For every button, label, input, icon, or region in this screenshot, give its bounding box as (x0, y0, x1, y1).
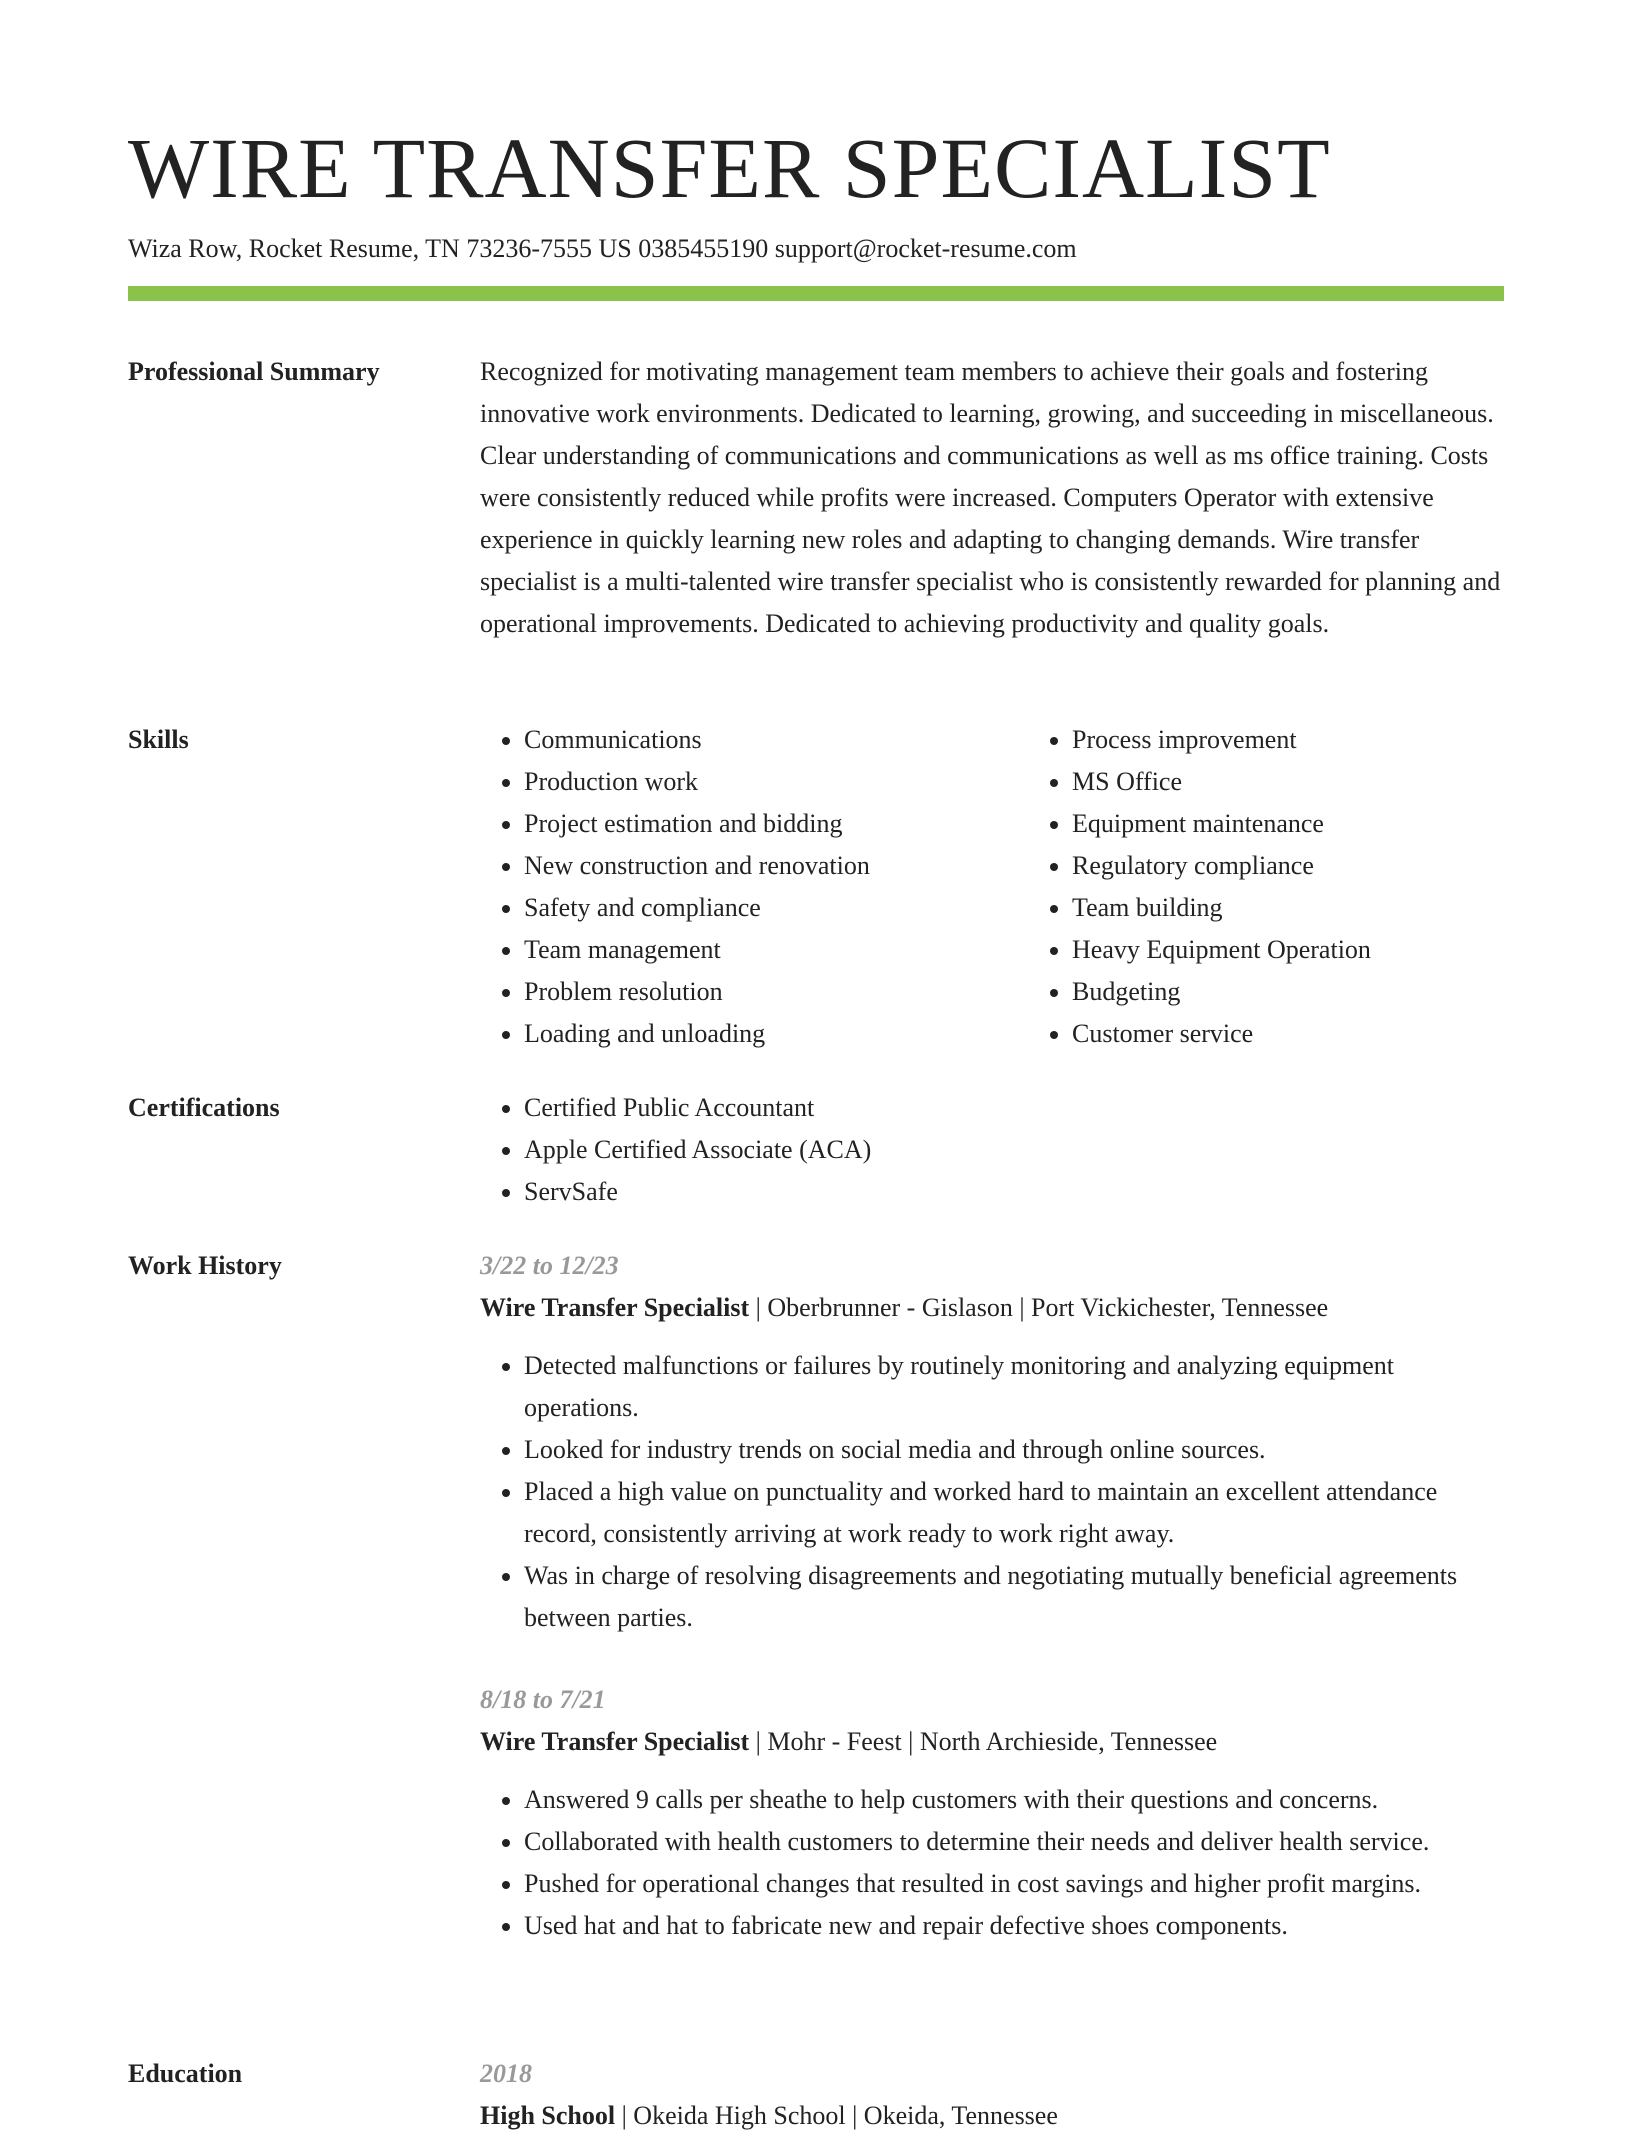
skill-item: • Process improvement (1072, 719, 1576, 761)
job-title: Wire Transfer Specialist (480, 1293, 750, 1322)
contact-line: Wiza Row, Rocket Resume, TN 73236-7555 US 0385455190 support@rocket-resume.com (128, 234, 1077, 263)
summary-heading: Professional Summary (128, 357, 380, 386)
certification-item: • Apple Certified Associate (ACA) (524, 1129, 1504, 1171)
skill-item: • New construction and renovation (524, 845, 1028, 887)
skill-item: • Loading and unloading (524, 1013, 1028, 1055)
job-date: 3/22 to 12/23 (480, 1251, 619, 1280)
job-title-line (480, 1721, 1504, 1763)
skill-item: • Heavy Equipment Operation (1072, 929, 1576, 971)
job-duty: • Placed a high value on punctuality and worked hard to maintain an excellent attendance record, consistently arriving at work ready to work right away. (524, 1471, 1504, 1555)
job-duty: • Pushed for operational changes that resulted in cost savings and higher profit margins. (524, 1863, 1504, 1905)
job-duty: • Used hat and hat to fabricate new and repair defective shoes components. (524, 1905, 1504, 1947)
job-employer: | Mohr - Feest | North Archieside, Tennessee (749, 1727, 1218, 1756)
skill-item: • Communications (524, 719, 1028, 761)
skill-item: • Regulatory compliance (1072, 845, 1576, 887)
job-title-line (480, 1287, 1504, 1329)
education-date: 2018 (480, 2059, 532, 2088)
job-duty: • Collaborated with health customers to determine their needs and deliver health service. (524, 1821, 1504, 1863)
certifications-heading: Certifications (128, 1093, 280, 1122)
education-heading: Education (128, 2059, 243, 2088)
job-entry (480, 1245, 1504, 1639)
job-employer: | Oberbrunner - Gislason | Port Vickichester, Tennessee (749, 1293, 1329, 1322)
skill-item: • Problem resolution (524, 971, 1028, 1013)
skill-item: • Project estimation and bidding (524, 803, 1028, 845)
education-degree: High School (480, 2101, 616, 2130)
job-date: 8/18 to 7/21 (480, 1685, 606, 1714)
skill-item: • Equipment maintenance (1072, 803, 1576, 845)
job-duties (480, 1779, 1504, 1947)
certification-item: • ServSafe (524, 1171, 1504, 1213)
certifications-list (480, 1087, 1504, 1213)
summary-text: Recognized for motivating management team members to achieve their goals and fostering innovative work environments. Dedicated to learning, growing, and succeeding in miscellaneous. Clear understanding of communications and communications as well as ms office training. Costs were consistently reduced while profits were increased. Computers Operator with extensive experience in quickly learning new roles and adapting to changing demands. Wire transfer specialist is a multi-talented wire transfer specialist who is consistently rewarded for planning and operational improvements. Dedicated to achieving productivity and quality goals. (480, 357, 1501, 638)
skill-item: • Customer service (1072, 1013, 1576, 1055)
job-duty: • Detected malfunctions or failures by routinely monitoring and analyzing equipment operations. (524, 1345, 1504, 1429)
job-duty: • Looked for industry trends on social media and through online sources. (524, 1429, 1504, 1471)
job-entry (480, 1679, 1504, 1947)
job-duty: • Was in charge of resolving disagreements and negotiating mutually beneficial agreements between parties. (524, 1555, 1504, 1639)
resume-title: WIRE TRANSFER SPECIALIST (128, 120, 1331, 216)
certification-item: • Certified Public Accountant (524, 1087, 1504, 1129)
job-duties (480, 1345, 1504, 1639)
skill-item: • Budgeting (1072, 971, 1576, 1013)
skills-list-right (1028, 719, 1576, 1055)
education-line (480, 2095, 1504, 2137)
skill-item: • Safety and compliance (524, 887, 1028, 929)
skills-list-left (480, 719, 1028, 1055)
skill-item: • Team building (1072, 887, 1576, 929)
job-duty: • Answered 9 calls per sheathe to help customers with their questions and concerns. (524, 1779, 1504, 1821)
skill-item: • MS Office (1072, 761, 1576, 803)
job-title: Wire Transfer Specialist (480, 1727, 750, 1756)
work-history-heading: Work History (128, 1251, 282, 1280)
skills-heading: Skills (128, 725, 189, 754)
education-school: | Okeida High School | Okeida, Tennessee (615, 2101, 1058, 2130)
skill-item: • Team management (524, 929, 1028, 971)
skill-item: • Production work (524, 761, 1028, 803)
accent-rule (128, 286, 1504, 301)
